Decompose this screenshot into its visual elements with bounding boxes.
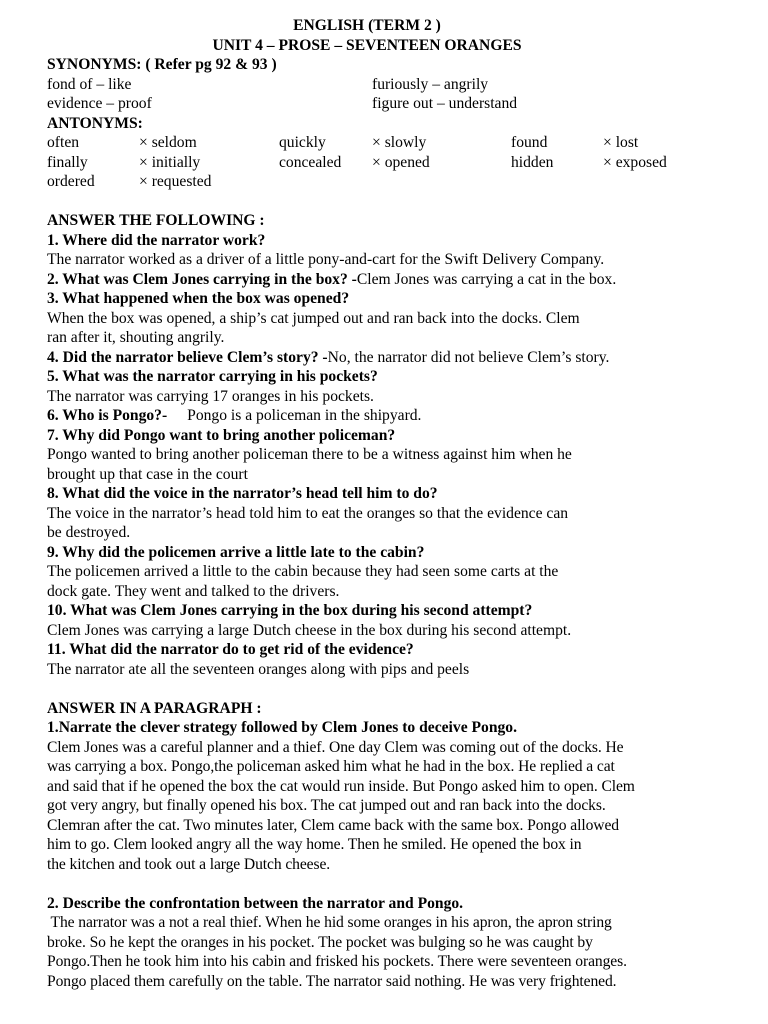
antonym-word: ordered <box>47 173 95 190</box>
antonym-opposite: × exposed <box>603 153 667 171</box>
antonym-row <box>47 172 747 192</box>
synonym-item: evidence – proof <box>47 95 152 112</box>
synonym-item: fond of – like <box>47 75 132 93</box>
answer: brought up that case in the court <box>47 465 248 483</box>
paragraph-question: 2. Describe the confrontation between the narrator and Pongo. <box>47 894 464 912</box>
antonym-word: often <box>47 134 80 151</box>
paragraph-line: him to go. Clem looked angry all the way home. Then he smiled. He opened the box in <box>47 836 582 853</box>
antonym-word: quickly <box>279 134 326 151</box>
answer: The voice in the narrator’s head told him to eat the oranges so that the evidence can <box>47 504 569 522</box>
question: 6. Who is Pongo?- <box>47 407 168 424</box>
antonym-opposite: × opened <box>372 153 430 171</box>
question-answer-inline <box>47 406 747 426</box>
document-title: ENGLISH (TERM 2 ) <box>293 17 441 34</box>
antonym-row <box>47 133 747 153</box>
question: 9. Why did the policemen arrive a little late to the cabin? <box>47 543 425 561</box>
question: 1. Where did the narrator work? <box>47 231 266 249</box>
paragraph-line: got very angry, but finally opened his box. The cat jumped out and ran back into the docks. <box>47 797 606 814</box>
synonym-row <box>47 94 747 114</box>
antonym-word: found <box>511 134 548 151</box>
answer: be destroyed. <box>47 524 131 541</box>
paragraph-line: Clemran after the cat. Two minutes later, Clem came back with the same box. Pongo allowed <box>47 816 619 834</box>
antonym-opposite: × lost <box>603 134 639 151</box>
paragraph-line: the kitchen and took out a large Dutch cheese. <box>47 855 331 873</box>
question: 11. What did the narrator do to get rid of the evidence? <box>47 641 414 658</box>
antonyms-heading: ANTONYMS: <box>47 114 143 132</box>
question: 7. Why did Pongo want to bring another policeman? <box>47 426 396 444</box>
answer: Pongo is a policeman in the shipyard. <box>187 407 422 424</box>
antonym-opposite: × seldom <box>139 134 197 151</box>
answer: Clem Jones was carrying a cat in the box. <box>356 270 617 288</box>
question: 2. What was Clem Jones carrying in the box? - <box>47 270 357 288</box>
answer: The policemen arrived a little to the cabin because they had seen some carts at the <box>47 563 559 580</box>
question: 3. What happened when the box was opened? <box>47 290 350 307</box>
answer: When the box was opened, a ship’s cat jumped out and ran back into the docks. Clem <box>47 309 580 327</box>
antonym-word: finally <box>47 153 88 171</box>
synonym-row <box>47 75 747 95</box>
question: 10. What was Clem Jones carrying in the box during his second attempt? <box>47 602 533 619</box>
paragraph-line: and said that if he opened the box the cat would run inside. But Pongo asked him to open. Clem <box>47 777 635 795</box>
antonym-word: concealed <box>279 153 342 171</box>
answer: The narrator ate all the seventeen oranges along with pips and peels <box>47 660 470 678</box>
question: 5. What was the narrator carrying in his pockets? <box>47 368 378 385</box>
antonym-opposite: × requested <box>139 173 212 190</box>
paragraph-line: broke. So he kept the oranges in his pocket. The pocket was bulging so he was caught by <box>47 933 593 951</box>
antonym-row <box>47 153 747 173</box>
question-answer-inline <box>47 348 747 368</box>
answer: Pongo wanted to bring another policeman there to be a witness against him when he <box>47 446 572 463</box>
synonym-item: furiously – angrily <box>372 75 489 93</box>
answer: The narrator worked as a driver of a little pony-and-cart for the Swift Delivery Company. <box>47 251 605 268</box>
synonyms-heading: SYNONYMS: ( Refer pg 92 & 93 ) <box>47 56 277 73</box>
paragraph-question: 1.Narrate the clever strategy followed by Clem Jones to deceive Pongo. <box>47 719 517 736</box>
paragraph-line: Pongo.Then he took him into his cabin and frisked his pockets. There were seventeen oranges. <box>47 953 627 970</box>
answer: No, the narrator did not believe Clem’s story. <box>327 348 610 366</box>
document-page <box>47 16 747 991</box>
qa-heading: ANSWER THE FOLLOWING : <box>47 212 265 229</box>
answer: Clem Jones was carrying a large Dutch cheese in the box during his second attempt. <box>47 621 572 639</box>
question: 8. What did the voice in the narrator’s head tell him to do? <box>47 485 438 502</box>
answer: dock gate. They went and talked to the drivers. <box>47 582 340 600</box>
unit-title: UNIT 4 – PROSE – SEVENTEEN ORANGES <box>212 36 522 54</box>
question: 4. Did the narrator believe Clem’s story? - <box>47 348 328 366</box>
answer: The narrator was carrying 17 oranges in his pockets. <box>47 387 374 405</box>
paragraph-line: The narrator was a not a real thief. When he hid some oranges in his apron, the apron string <box>47 914 612 931</box>
antonym-opposite: × initially <box>139 153 201 171</box>
antonym-opposite: × slowly <box>372 134 427 151</box>
paragraph-heading: ANSWER IN A PARAGRAPH : <box>47 699 262 717</box>
paragraph-line: Pongo placed them carefully on the table. The narrator said nothing. He was very frightened. <box>47 972 617 990</box>
question-answer-inline <box>47 270 747 290</box>
paragraph-line: Clem Jones was a careful planner and a thief. One day Clem was coming out of the docks. He <box>47 738 624 756</box>
antonym-word: hidden <box>511 153 554 171</box>
paragraph-line: was carrying a box. Pongo,the policeman asked him what he had in the box. He replied a cat <box>47 758 615 775</box>
synonym-item: figure out – understand <box>372 95 518 112</box>
answer: ran after it, shouting angrily. <box>47 329 225 346</box>
